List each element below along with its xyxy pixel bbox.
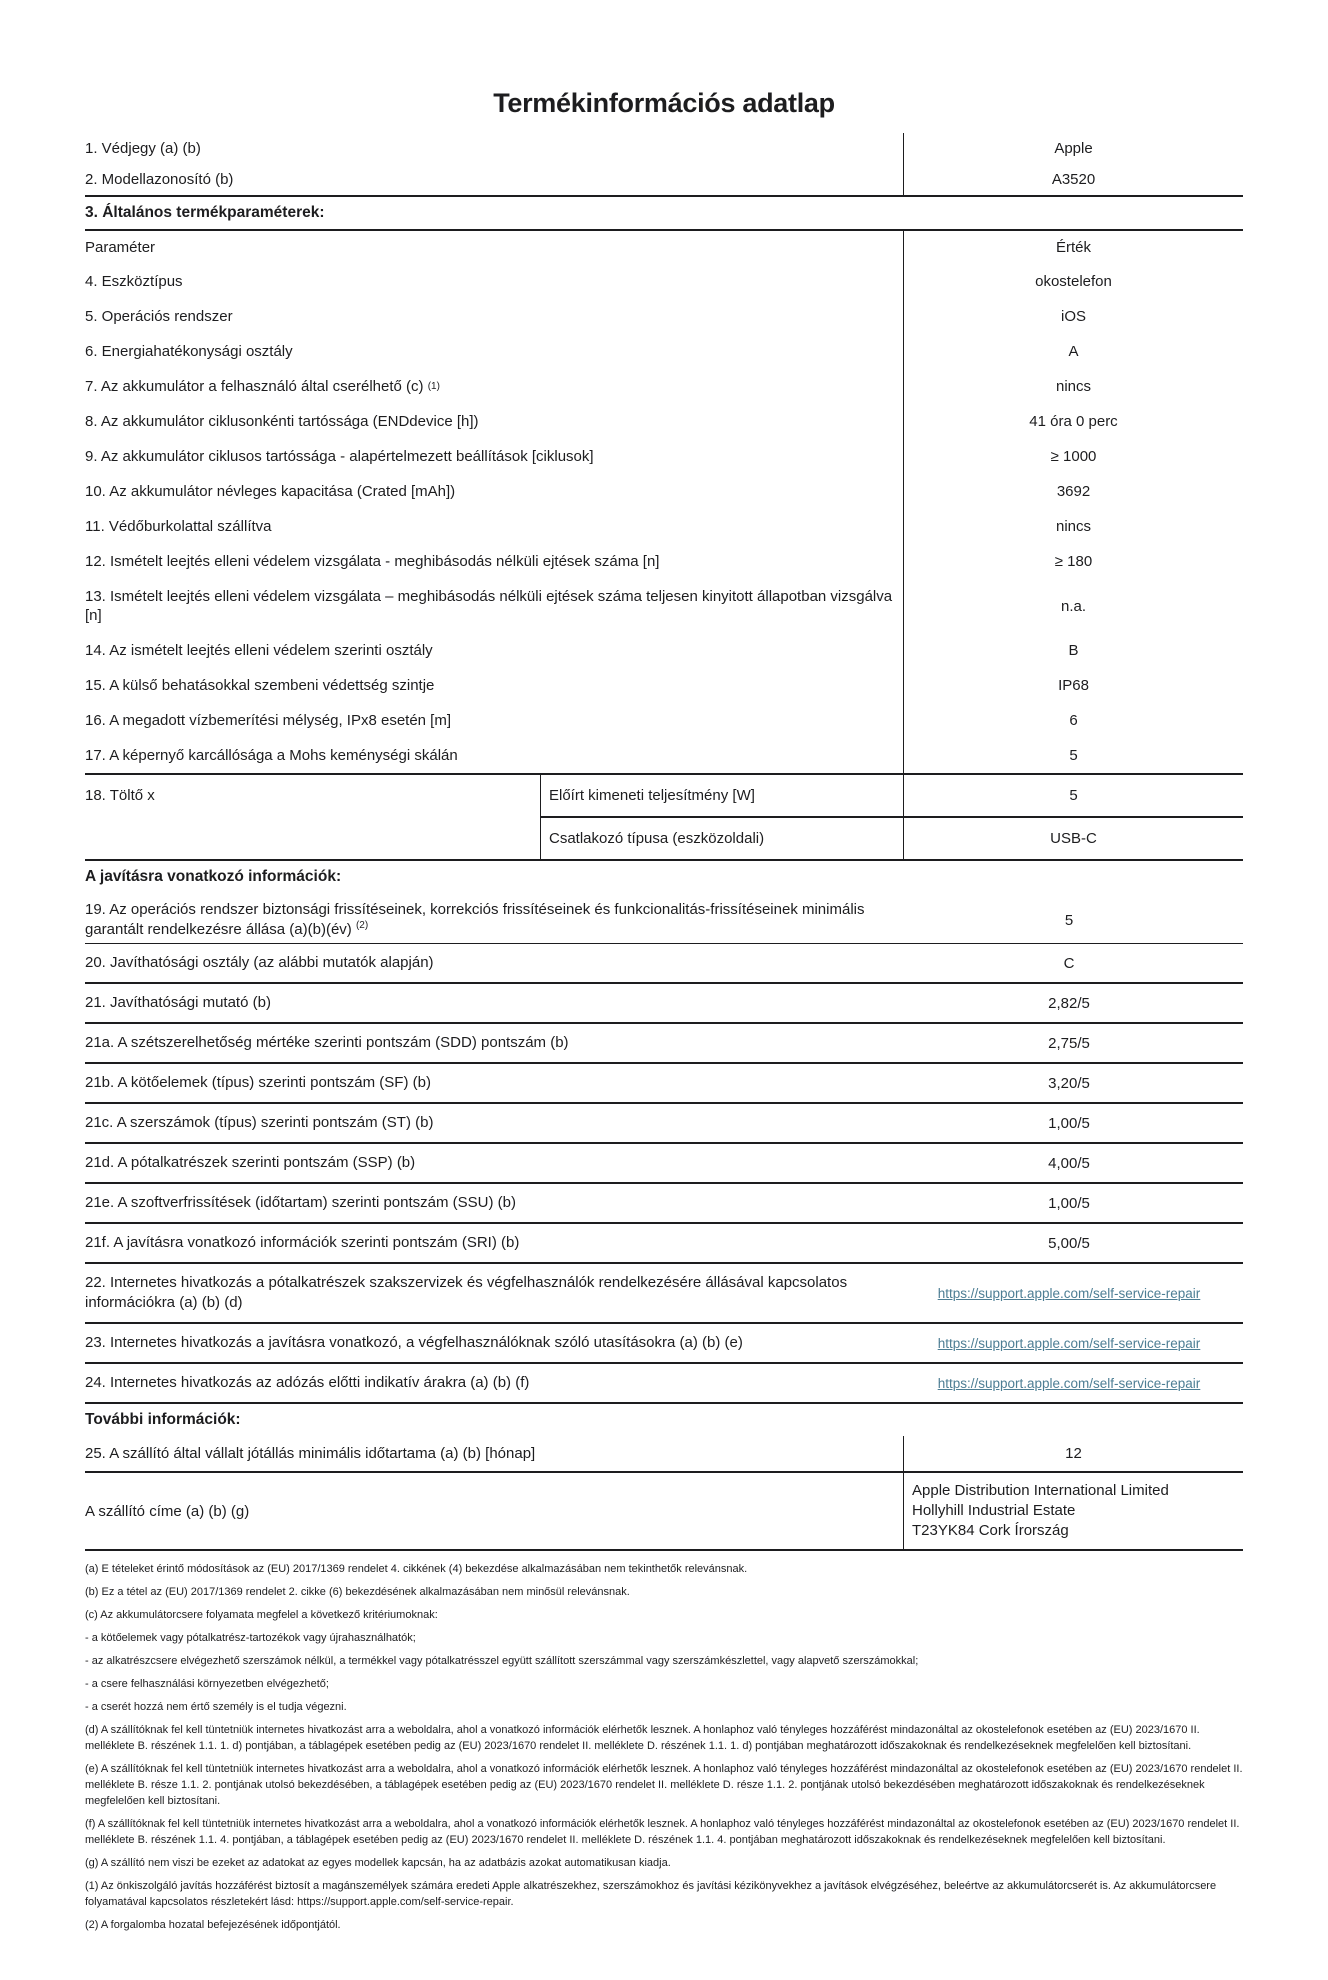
row-label: 12. Ismételt leejtés elleni védelem vizsgálata - meghibásodás nélküli ejtések száma [n] <box>85 553 660 570</box>
row-model-id <box>85 164 1243 195</box>
row-label: 4. Eszköztípus <box>85 273 183 290</box>
row-trademark <box>85 133 1243 164</box>
row-operating-system <box>85 299 1243 334</box>
row-battery-replaceable: 7. Az akkumulátor a felhasználó által cserélhető (c) (1) nincs <box>85 369 1243 404</box>
row-label: 17. A képernyő karcállósága a Mohs keménységi skálán <box>85 747 458 764</box>
row-value: C <box>1063 954 1075 972</box>
row-value: B <box>903 633 1243 668</box>
row-value: 6 <box>903 703 1243 738</box>
footnote-ref-2: (2) <box>355 920 369 931</box>
row-drop-test-open <box>85 579 1243 633</box>
row-label: 22. Internetes hivatkozás a pótalkatrészek szakszervizek és végfelhasználók rendelkezésére állásával kapcsolatos információkra (a) (b) (d) <box>85 1274 848 1311</box>
support-link[interactable]: https://support.apple.com/self-service-repair <box>937 1285 1201 1301</box>
row-value: 1,00/5 <box>1048 1114 1090 1132</box>
footnote-b: (b) Ez a tétel az (EU) 2017/1369 rendelet 2. cikke (6) bekezdésének alkalmazásában nem minősül relevánsnak. <box>85 1586 630 1598</box>
row-label: 21. Javíthatósági mutató (b) <box>85 994 271 1011</box>
general-table <box>85 231 1243 861</box>
row-label: 21e. A szoftverfrissítések (időtartam) szerinti pontszám (SSU) (b) <box>85 1194 516 1211</box>
footnote-c-criterion-2: - az alkatrészcsere elvégezhető szerszámok nélkül, a termékkel vagy pótalkatrésszel együtt szállított szerszámmal vagy szerszámkészlettel, vagy alapvető szerszámokkal; <box>85 1655 919 1667</box>
footnote-2: (2) A forgalomba hozatal befejezésének időpontjától. <box>85 1919 341 1931</box>
row-energy-class <box>85 334 1243 369</box>
row-os-updates <box>85 893 1243 944</box>
row-label: 15. A külső behatásokkal szembeni védettség szintje <box>85 677 435 694</box>
row-label: 6. Energiahatékonysági osztály <box>85 343 293 360</box>
row-label: 21c. A szerszámok (típus) szerinti pontszám (ST) (b) <box>85 1114 434 1131</box>
intro-table <box>85 133 1243 197</box>
row-label: 8. Az akkumulátor ciklusonkénti tartóssága (ENDdevice [h]) <box>85 413 479 430</box>
section-heading-more: További információk: <box>85 1411 241 1428</box>
row-value: okostelefon <box>903 264 1243 299</box>
row-value: iOS <box>903 299 1243 334</box>
row-value: 5 <box>903 775 1243 816</box>
footnote-c: (c) Az akkumulátorcsere folyamata megfelel a következő kritériumoknak: <box>85 1609 438 1621</box>
row-warranty <box>85 1436 1243 1473</box>
row-value: 5,00/5 <box>1048 1234 1090 1252</box>
row-label: 16. A megadott vízbemerítési mélység, IPx8 esetén [m] <box>85 712 452 729</box>
footnote-g: (g) A szállító nem viszi be ezeket az adatokat az egyes modellek kapcsán, ha az adatbázis azokat automatikusan kiadja. <box>85 1857 671 1869</box>
row-battery-endurance <box>85 404 1243 439</box>
row-label: 1. Védjegy (a) (b) <box>85 140 201 157</box>
row-value: nincs <box>903 369 1243 404</box>
row-label: 7. Az akkumulátor a felhasználó által cserélhető (c) <box>85 378 424 395</box>
row-battery-cycles <box>85 439 1243 474</box>
row-label: 14. Az ismételt leejtés elleni védelem szerinti osztály <box>85 642 433 659</box>
row-score-ssu <box>85 1184 1243 1224</box>
row-score-sf <box>85 1064 1243 1104</box>
table-header-row <box>85 231 1243 264</box>
row-label: Csatlakozó típusa (eszközoldali) <box>540 818 903 859</box>
row-drop-test <box>85 544 1243 579</box>
row-charger <box>85 773 1243 861</box>
row-repair-class <box>85 944 1243 984</box>
row-protective-cover <box>85 509 1243 544</box>
row-link-repair-instructions <box>85 1324 1243 1364</box>
row-score-st <box>85 1104 1243 1144</box>
row-value: ≥ 180 <box>903 544 1243 579</box>
row-value: A3520 <box>903 164 1243 195</box>
footnote-1: (1) Az önkiszolgáló javítás hozzáférést biztosít a magánszemélyek számára eredeti Apple alkatrészekhez, szerszámokhoz és javítási kézikönyvekhez a javítások elvégzéséhez, beleértve az akkumulátorcserét is. Az akkumulátorcsere folyamatával kapcsolatos részletekért lásd: https://support.apple.com/self-service-repair. <box>85 1880 1217 1908</box>
row-value: 4,00/5 <box>1048 1154 1090 1172</box>
row-scratch-resistance <box>85 738 1243 773</box>
row-drop-protection-class <box>85 633 1243 668</box>
charger-output-row <box>540 775 1243 816</box>
section-heading-general: 3. Általános termékparaméterek: <box>85 197 1243 231</box>
row-value: Apple <box>903 133 1243 164</box>
row-value: ≥ 1000 <box>903 439 1243 474</box>
row-label: 2. Modellazonosító (b) <box>85 171 234 188</box>
row-value: 41 óra 0 perc <box>903 404 1243 439</box>
row-label: 21b. A kötőelemek (típus) szerinti pontszám (SF) (b) <box>85 1074 431 1091</box>
row-value: A <box>903 334 1243 369</box>
row-label: 10. Az akkumulátor névleges kapacitása (Crated [mAh]) <box>85 483 456 500</box>
row-label: A szállító címe (a) (b) (g) <box>85 1502 250 1520</box>
row-battery-capacity <box>85 474 1243 509</box>
row-value: 5 <box>1064 911 1074 929</box>
charger-connector-row <box>540 816 1243 859</box>
row-link-indicative-prices <box>85 1364 1243 1404</box>
row-value: nincs <box>903 509 1243 544</box>
row-score-sri <box>85 1224 1243 1264</box>
row-label: 20. Javíthatósági osztály (az alábbi mutatók alapján) <box>85 954 434 971</box>
footnote-c-criterion-3: - a csere felhasználási környezetben elvégezhető; <box>85 1678 329 1690</box>
row-label: 24. Internetes hivatkozás az adózás előtti indikatív árakra (a) (b) (f) <box>85 1374 530 1391</box>
column-header-parameter: Paraméter <box>85 239 156 256</box>
row-label: 25. A szállító által vállalt jótállás minimális időtartama (a) (b) [hónap] <box>85 1445 536 1462</box>
footnote-d: (d) A szállítóknak fel kell tüntetniük internetes hivatkozást arra a weboldalra, ahol a vonatkozó információk elérhetők lesznek. A honlaphoz való tényleges hozzáférést mindazonáltal az okostelefonok esetében az (EU) 2023/1670 II. melléklete B. részének 1.1. 1. d) pontjában, a táblagépek esetében pedig az (EU) 2023/1670 rendelet II. melléklete D. részének 1.1. 1. d) pontjában meghatározott időszakoknak és rendelkezéseknek megfelelően kell biztosítani. <box>85 1724 1200 1752</box>
row-label: Előírt kimeneti teljesítmény [W] <box>540 775 903 816</box>
row-label: 21f. A javításra vonatkozó információk szerinti pontszám (SRI) (b) <box>85 1234 520 1251</box>
row-label: 5. Operációs rendszer <box>85 308 233 325</box>
footnote-c-criterion-4: - a cserét hozzá nem értő személy is el tudja végezni. <box>85 1701 347 1713</box>
row-label: 21a. A szétszerelhetőség mértéke szerinti pontszám (SDD) pontszám (b) <box>85 1034 569 1051</box>
row-repair-index <box>85 984 1243 1024</box>
column-header-value: Érték <box>903 231 1243 264</box>
row-value: 12 <box>903 1436 1243 1471</box>
supplier-name: Apple Distribution International Limited <box>912 1482 1169 1499</box>
row-value: 5 <box>903 738 1243 773</box>
support-link[interactable]: https://support.apple.com/self-service-repair <box>937 1335 1201 1351</box>
supplier-city: T23YK84 Cork Írország <box>912 1522 1069 1539</box>
row-value: 2,82/5 <box>1048 994 1090 1012</box>
row-value: 2,75/5 <box>1048 1034 1090 1052</box>
row-water-immersion-depth <box>85 703 1243 738</box>
supplier-street: Hollyhill Industrial Estate <box>912 1502 1076 1519</box>
row-ingress-protection <box>85 668 1243 703</box>
page-title: Termékinformációs adatlap <box>493 88 835 118</box>
row-value: USB-C <box>903 818 1243 859</box>
row-value: IP68 <box>903 668 1243 703</box>
footnote-e: (e) A szállítóknak fel kell tüntetniük internetes hivatkozást arra a weboldalra, ahol a vonatkozó információk elérhetők lesznek. A honlaphoz való tényleges hozzáférést mindazonáltal az okostelefonok esetében az (EU) 2023/1670 rendelet II. melléklete B. része 1.1. 2. pontjának utolsó bekezdésében, a táblagépek esetében pedig az (EU) 2023/1670 rendelet II. melléklete D. része 1.1. 2. pontjának utolsó bekezdésében meghatározott időszakoknak és rendelkezéseknek megfelelően kell biztosítani. <box>85 1763 1243 1807</box>
row-value: n.a. <box>903 579 1243 633</box>
row-device-type <box>85 264 1243 299</box>
row-score-sdd <box>85 1024 1243 1064</box>
row-label: 9. Az akkumulátor ciklusos tartóssága - alapértelmezett beállítások [ciklusok] <box>85 448 594 465</box>
section-heading-repair: A javításra vonatkozó információk: <box>85 868 342 885</box>
support-link[interactable]: https://support.apple.com/self-service-repair <box>937 1375 1201 1391</box>
row-label: 21d. A pótalkatrészek szerinti pontszám (SSP) (b) <box>85 1154 416 1171</box>
row-score-ssp <box>85 1144 1243 1184</box>
row-supplier-address <box>85 1473 1243 1551</box>
row-value: 3,20/5 <box>1048 1074 1090 1092</box>
footnote-f: (f) A szállítóknak fel kell tüntetniük internetes hivatkozást arra a weboldalra, ahol a vonatkozó információk elérhetők lesznek. A honlaphoz való tényleges hozzáférést mindazonáltal az okostelefonok esetében az (EU) 2023/1670 rendelet II. melléklete B. részének 1.1. 4. pontjában, a táblagépek esetében pedig az (EU) 2023/1670 rendelet II. melléklete D. részének 1.1. 4. pontjában meghatározott időszakoknak és rendelkezéseknek megfelelően kell biztosítani. <box>85 1818 1240 1846</box>
row-label: 13. Ismételt leejtés elleni védelem vizsgálata – meghibásodás nélküli ejtések száma teljesen kinyitott állapotban vizsgálva [n] <box>85 588 893 624</box>
footnote-a: (a) E tételeket érintő módosítások az (EU) 2017/1369 rendelet 4. cikkének (4) bekezdése alkalmazásában nem tekinthetők relevánsnak. <box>85 1563 748 1575</box>
row-value: 1,00/5 <box>1048 1194 1090 1212</box>
row-label: 11. Védőburkolattal szállítva <box>85 518 272 535</box>
row-link-spare-parts <box>85 1264 1243 1324</box>
row-label: 19. Az operációs rendszer biztonsági frissítéseinek, korrekciós frissítéseinek és funkcionalitás-frissítéseinek minimális garantált rendelkezésre állása (a)(b)(év) <box>85 901 865 938</box>
row-label: 18. Töltő x <box>85 787 155 804</box>
row-value: 3692 <box>903 474 1243 509</box>
row-label: 23. Internetes hivatkozás a javításra vonatkozó, a végfelhasználóknak szóló utasításokra (a) (b) (e) <box>85 1334 743 1351</box>
footnote-c-criterion-1: - a kötőelemek vagy pótalkatrész-tartozékok vagy újrahasználhatók; <box>85 1632 416 1644</box>
footnotes <box>85 1551 1243 1933</box>
